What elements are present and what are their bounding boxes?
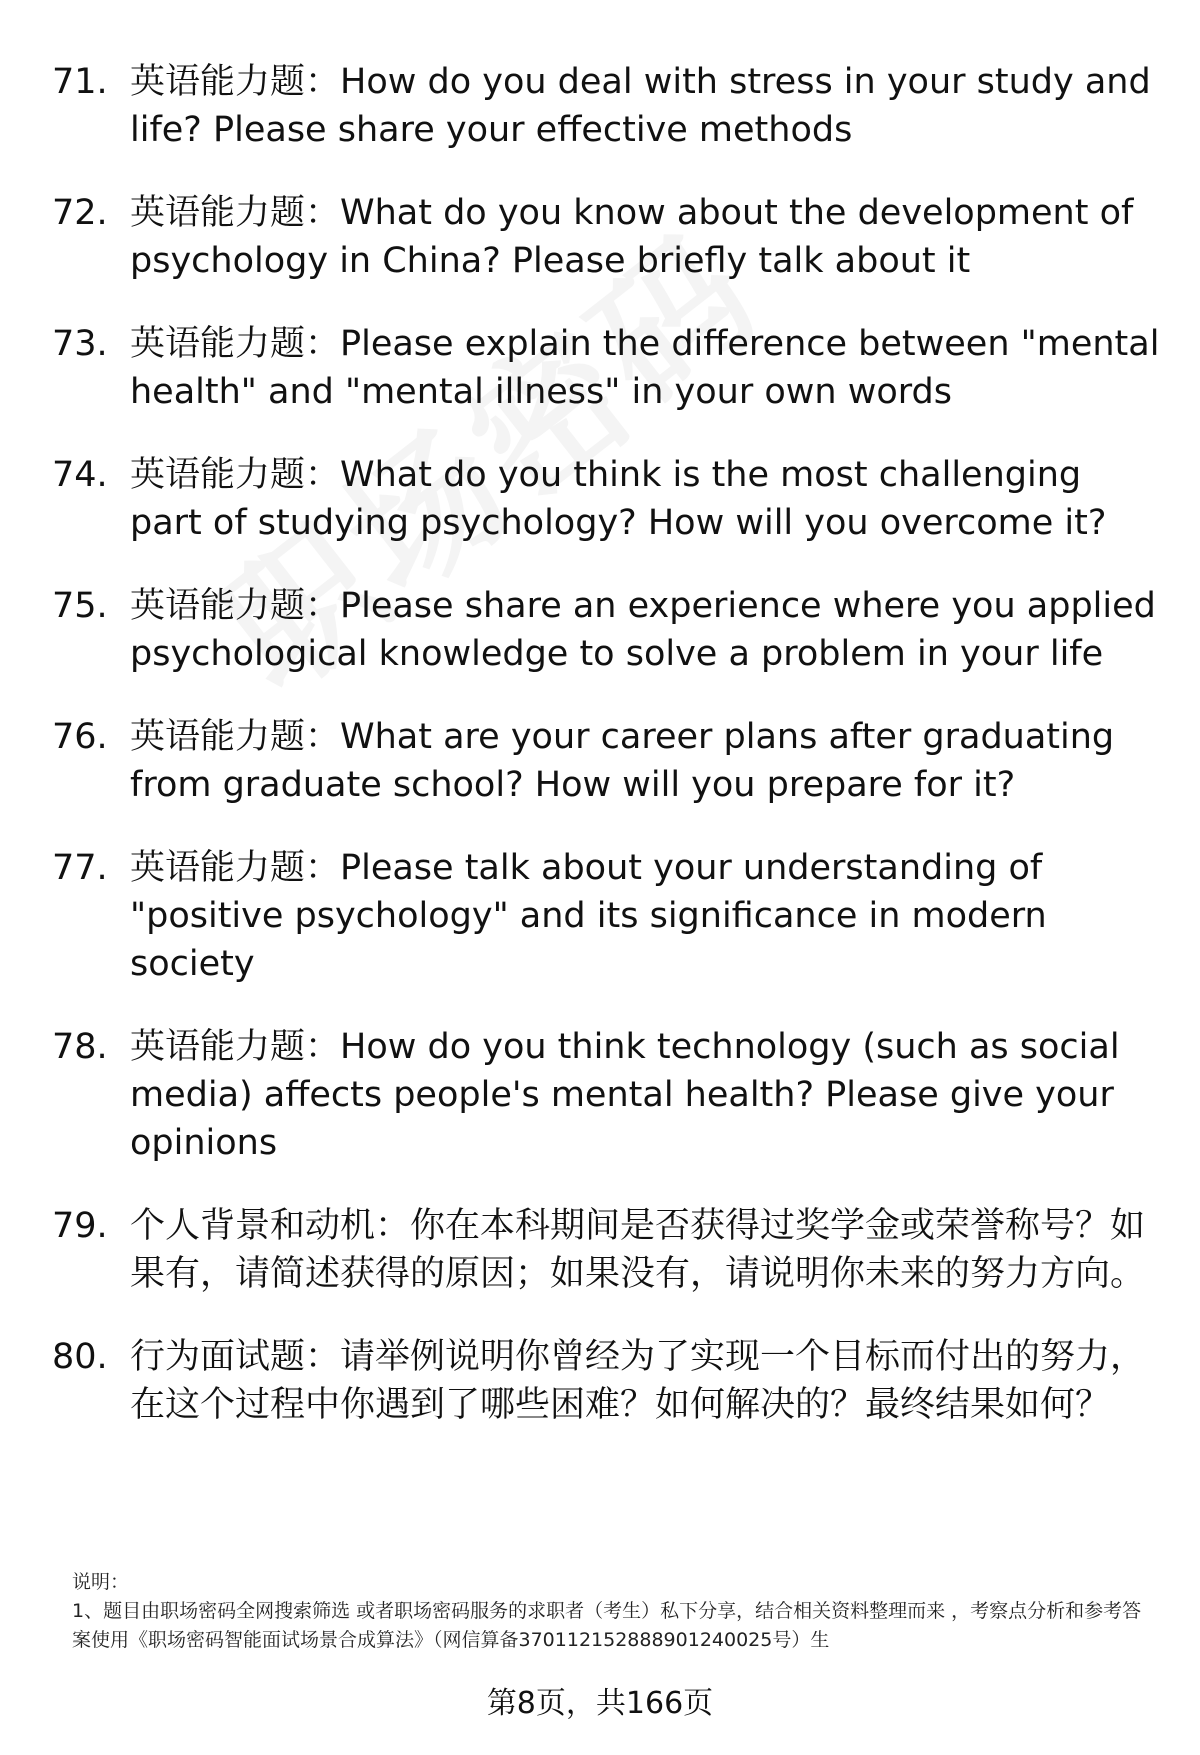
question-number: 71.	[52, 62, 108, 102]
question-text: 英语能力题：How do you deal with stress in your study and life? Please share your effective methods	[130, 62, 1151, 150]
page-number-label: 第8页，共166页	[486, 1686, 714, 1721]
question-number: 72.	[52, 193, 108, 233]
question-list	[52, 58, 1162, 1464]
question-number: 75.	[52, 586, 108, 626]
page-footer	[0, 1678, 1200, 1722]
question-text: 英语能力题：What do you think is the most challenging part of studying psychology? How will you overcome it?	[130, 455, 1107, 543]
question-item	[52, 1333, 1162, 1429]
question-item	[52, 1202, 1162, 1298]
question-item	[52, 58, 1162, 154]
question-item	[52, 451, 1162, 547]
notes-section	[72, 1568, 1152, 1655]
question-number: 73.	[52, 324, 108, 364]
question-text: 英语能力题：What are your career plans after graduating from graduate school? How will you prepare for it?	[130, 717, 1115, 805]
question-item	[52, 582, 1162, 678]
question-number: 78.	[52, 1027, 108, 1067]
question-number: 80.	[52, 1337, 108, 1377]
question-item	[52, 713, 1162, 809]
question-item	[52, 844, 1162, 988]
question-text: 英语能力题：Please talk about your understanding of "positive psychology" and its significance in modern society	[130, 848, 1047, 984]
question-text: 英语能力题：How do you think technology (such as social media) affects people's mental health? Please give your opinions	[130, 1027, 1120, 1163]
question-text: 个人背景和动机：你在本科期间是否获得过奖学金或荣誉称号？如果有，请简述获得的原因；如果没有，请说明你未来的努力方向。	[130, 1206, 1146, 1294]
question-item	[52, 320, 1162, 416]
question-text: 英语能力题：What do you know about the development of psychology in China? Please briefly talk about it	[130, 193, 1134, 281]
question-number: 79.	[52, 1206, 108, 1246]
question-number: 76.	[52, 717, 108, 757]
question-text: 英语能力题：Please explain the difference between "mental health" and "mental illness" in your own words	[130, 324, 1160, 412]
question-text: 英语能力题：Please share an experience where you applied psychological knowledge to solve a problem in your life	[130, 586, 1156, 674]
question-item	[52, 1023, 1162, 1167]
notes-line: 1、题目由职场密码全网搜索筛选 或者职场密码服务的求职者（考生）私下分享，结合相关资料整理而来 ，考察点分析和参考答案使用《职场密码智能面试场景合成算法》（网信算备370112152888901240025号）生	[72, 1600, 1142, 1651]
question-number: 74.	[52, 455, 108, 495]
notes-heading: 说明：	[72, 1571, 130, 1593]
question-number: 77.	[52, 848, 108, 888]
question-text: 行为面试题：请举例说明你曾经为了实现一个目标而付出的努力，在这个过程中你遇到了哪些困难？如何解决的？最终结果如何？	[130, 1337, 1146, 1425]
question-item	[52, 189, 1162, 285]
